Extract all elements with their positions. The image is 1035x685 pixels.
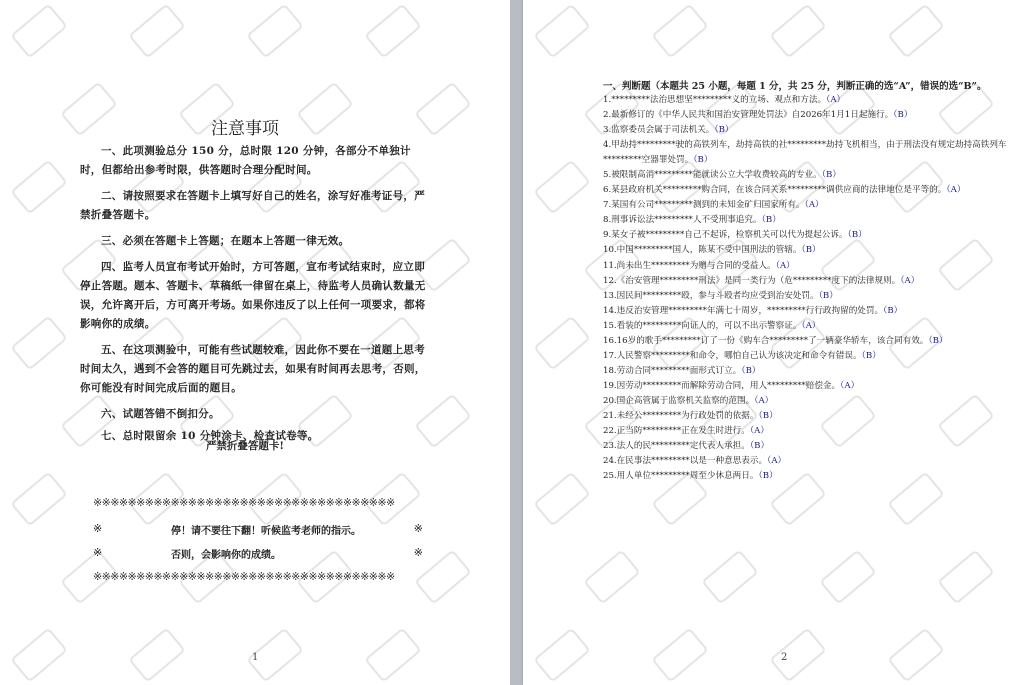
stop-notice-box (93, 496, 423, 583)
question-text: 13.因民间*********殴，参与斗殴者均应受到治安处罚。 (603, 290, 819, 301)
question-item (603, 198, 1013, 213)
answer-choice: （A） (767, 456, 787, 467)
stop-message: 停！请不要往下翻！听候监考老师的指示。 (171, 526, 361, 537)
answer-choice: （A） (946, 185, 966, 196)
question-item (603, 454, 1013, 469)
answer-choice: （A） (749, 426, 769, 437)
notice-title: 注意事项 (211, 119, 279, 139)
fold-warning: 严禁折叠答题卡! (205, 440, 285, 452)
question-item (603, 394, 1013, 409)
question-item (603, 274, 1013, 289)
question-text: 16.16岁的歌手*********订了一份《购车合*********了一辆豪华轿车，该合同有效。 (603, 335, 929, 346)
answer-choice: （B） (758, 471, 778, 482)
question-item (603, 168, 1013, 183)
question-text: 6.某县政府机关*********购合同，在该合同关系*********调供应商的法律地位是平等的。 (603, 185, 947, 196)
question-text: 17.人民警察*********和命令，哪怕自己认为该决定和命令有错误。 (603, 350, 862, 361)
question-text: 19.因劳动*********而解除劳动合同，用人*********赔偿金。 (603, 380, 841, 391)
notice-item: 一、此项测验总分 150 分，总时限 120 分钟，各部分不单独计时，但都给出参考时限，供答题时合理分配时间。 (80, 145, 411, 176)
question-item (603, 183, 1013, 198)
question-item (603, 409, 1013, 424)
question-item (603, 93, 1013, 108)
answer-choice: （A） (801, 320, 821, 331)
notice-item: 二、请按照要求在答题卡上填写好自己的姓名，涂写好准考证号，严禁折叠答题卡。 (80, 190, 425, 221)
answer-choice: （B） (714, 125, 734, 136)
answer-choice: （A） (754, 395, 774, 406)
question-text: 14.违反治安管理*********年满七十周岁，*********行行政拘留的处罚。 (603, 305, 884, 316)
question-text: 7.某国有公司*********测到的未知金矿归国家所有。 (603, 200, 805, 211)
page-number: 1 (252, 652, 259, 663)
answer-choice: （A） (840, 380, 860, 391)
question-item (603, 228, 1013, 243)
answer-choice: （A） (900, 275, 920, 286)
answer-choice: （B） (893, 110, 913, 121)
exam-page-1 (0, 0, 510, 685)
question-text: 1.*********法治思想坚*********义的立场、观点和方法。 (603, 95, 827, 105)
answer-choice: （B） (883, 305, 903, 316)
notice-list (80, 142, 432, 453)
answer-choice: （B） (821, 170, 841, 181)
question-text: 5.被限制高消*********能就读公立大学收费较高的专业。 (603, 170, 822, 181)
notice-item: 三、必须在答题卡上答题；在题本上答题一律无效。 (101, 235, 350, 247)
question-text: 22.正当防*********正在发生时进行。 (603, 426, 750, 437)
answer-choice: （A） (804, 200, 824, 211)
question-text: 9.某女子被*********自己不起诉，检察机关可以代为提起公诉。 (603, 230, 848, 241)
question-text: 10.中国*********国人，陈某不受中国刑法的管辖。 (603, 245, 802, 256)
answer-choice: （B） (818, 290, 838, 301)
answer-choice: （B） (928, 335, 948, 346)
question-item (603, 364, 1013, 379)
answer-choice: （B） (801, 245, 821, 256)
question-text: 3.监察委员会属于司法机关。 (603, 125, 715, 136)
question-item (603, 123, 1013, 138)
notice-item: 六、试题答错不倒扣分。 (101, 408, 220, 420)
question-item (603, 289, 1013, 304)
star-mark: ※ (93, 546, 103, 559)
question-item (603, 439, 1013, 454)
question-text: 2.最新修订的《中华人民共和国治安管理处罚法》自2026年1月1日起施行。 (603, 110, 894, 121)
question-text: 25.用人单位*********周至少休息两日。 (603, 471, 759, 482)
answer-choice: （B） (749, 441, 770, 452)
question-item (603, 379, 1013, 394)
star-mark: ※ (93, 522, 103, 535)
question-text: 24.在民事法*********以是一种意思表示。 (603, 456, 768, 467)
section-heading: 一、判断题（本题共 25 小题，每题 1 分，共 25 分，判断正确的选“A”，错误的选“B”。 (603, 81, 987, 92)
question-item (603, 259, 1013, 274)
answer-choice: （B） (861, 350, 881, 361)
question-text: 12.《治安管理*********刑法》是同一类行为（危*********度下的法律规则。 (603, 275, 901, 286)
answer-choice: （B） (847, 230, 867, 241)
page-gutter (510, 0, 523, 685)
question-item (603, 138, 1013, 168)
question-item (603, 424, 1013, 439)
star-mark: ※ (413, 546, 423, 559)
notice-item: 四、监考人员宣布考试开始时，方可答题，宣布考试结束时，应立即停止答题。题本、答题卡、草稿纸一律留在桌上，待监考人员确认数量无误，允许离开后，方可离开考场。如果你违反了以上任何一项要求，都将影响你的成绩。 (80, 261, 426, 330)
page-number: 2 (781, 652, 788, 663)
question-text: 20.国企高管属于监察机关监察的范围。 (603, 395, 755, 406)
question-text: 11.尚未出生*********为赠与合同的受益人。 (603, 260, 776, 271)
exam-page-2 (523, 0, 1035, 685)
question-list (603, 93, 1013, 484)
question-text: 18.劳动合同*********面形式订立。 (603, 365, 742, 376)
question-text: 8.刑事诉讼法*********人不受刑事追究。 (603, 215, 762, 226)
answer-choice: （B） (761, 215, 781, 226)
question-item (603, 108, 1013, 123)
answer-choice: （A） (826, 95, 846, 105)
question-item (603, 349, 1013, 364)
star-border-top: ※※※※※※※※※※※※※※※※※※※※※※※※※※※※※※※※※※※ (93, 496, 395, 509)
question-text: 15.看装的*********向证人的，可以不出示警察证。 (603, 320, 802, 331)
question-item (603, 213, 1013, 228)
question-text: 4.甲劫持*********驶的高铁列车，劫持高铁的社*********劫持飞机相当，由于刑法没有规定劫持高铁列车*********空器罪处罚。 (603, 140, 1007, 166)
answer-choice: （B） (741, 365, 761, 376)
star-border-bottom: ※※※※※※※※※※※※※※※※※※※※※※※※※※※※※※※※※※※ (93, 570, 395, 583)
answer-choice: （B） (758, 410, 778, 421)
question-item (603, 334, 1013, 349)
answer-choice: （A） (775, 260, 795, 271)
notice-item: 七、总时限留余 10 分钟涂卡、检查试卷等。 (101, 430, 319, 442)
question-text: 21.未经公*********为行政处罚的依据。 (603, 410, 759, 421)
notice-item: 五、在这项测验中，可能有些试题较难，因此你不要在一道题上思考时间太久，遇到不会答的题目可先跳过去，如果有时间再去思考，否则，你可能没有时间完成后面的题目。 (80, 344, 426, 394)
question-item (603, 243, 1013, 258)
question-item (603, 304, 1013, 319)
star-mark: ※ (413, 522, 423, 535)
stop-consequence: 否则，会影响你的成绩。 (171, 550, 281, 561)
question-text: 23.法人的民*********定代表人承担。 (603, 441, 750, 452)
question-item (603, 319, 1013, 334)
answer-choice: （B） (693, 155, 713, 166)
question-item (603, 469, 1013, 484)
